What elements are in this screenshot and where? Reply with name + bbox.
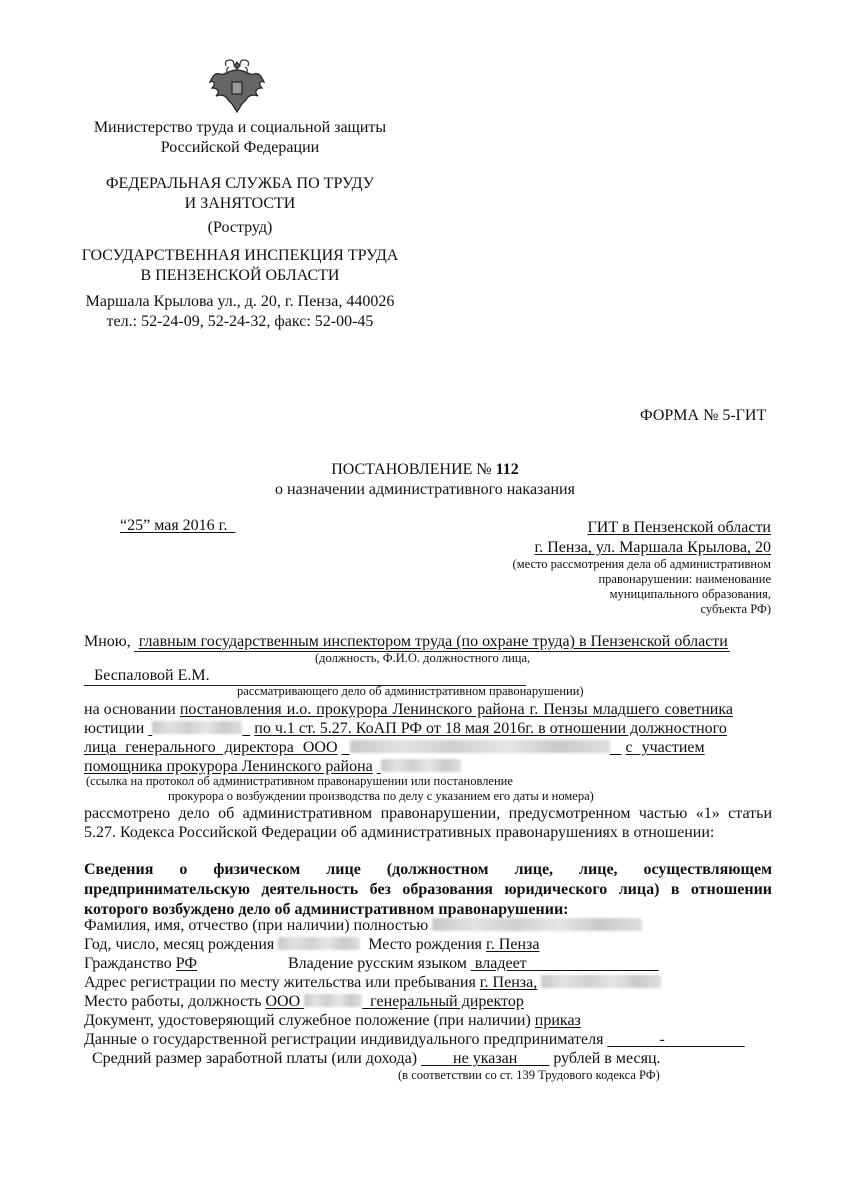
address-value: г. Пенза, bbox=[479, 974, 538, 991]
inspection-line1: ГОСУДАРСТВЕННАЯ ИНСПЕКЦИЯ ТРУДА bbox=[81, 247, 399, 264]
registration-row: Данные о государственной регистрации индивидуального предпринимателя - bbox=[84, 1031, 665, 1048]
ministry-line2: Российской Федерации bbox=[160, 139, 320, 156]
redacted-full-name bbox=[432, 918, 642, 931]
place-note: (место рассмотрения дела об административном правонарушении: наименование муниципального образования, субъекта РФ) bbox=[512, 557, 771, 616]
full-name-row: Фамилия, имя, отчество (при наличии) полностью bbox=[84, 916, 642, 936]
contacts bbox=[60, 292, 420, 332]
title-label: ПОСТАНОВЛЕНИЕ № bbox=[331, 461, 492, 478]
place-line2: г. Пенза, ул. Маршала Крылова, 20 bbox=[534, 539, 771, 556]
document-title bbox=[200, 460, 650, 500]
service-line1: ФЕДЕРАЛЬНАЯ СЛУЖБА ПО ТРУДУ bbox=[105, 175, 375, 192]
short-name: (Роструд) bbox=[207, 219, 273, 236]
citizenship-value: РФ bbox=[175, 955, 198, 972]
document-date: “25” мая 2016 г. bbox=[120, 517, 228, 534]
basis-line1: на основании постановления и.о. прокурора Ленинского района г. Пензы младшего советника bbox=[84, 701, 733, 718]
phones: тел.: 52-24-09, 52-24-32, факс: 52-00-45 bbox=[106, 313, 374, 330]
redacted-assistant bbox=[381, 759, 461, 772]
title-number: 112 bbox=[495, 461, 519, 478]
official-name: Беспаловой Е.М. bbox=[94, 667, 210, 684]
salary-row: Средний размер заработной платы (или дохода) не указан рублей в месяц. bbox=[92, 1050, 661, 1067]
redacted-company bbox=[350, 740, 610, 753]
person-heading: Сведения о физическом лице (должностном лице, лице, осуществляющем предпринимательскую деятельность без образования юридического лица) в отношении которого возбуждено дело об административном правонарушении: bbox=[84, 861, 772, 918]
official-position-line: Мною, главным государственным инспектором труда (по охране труда) в Пензенской области bbox=[84, 633, 728, 650]
work-org: ООО bbox=[265, 993, 301, 1010]
service-line2: И ЗАНЯТОСТИ bbox=[184, 195, 296, 212]
inspection-line2: В ПЕНЗЕНСКОЙ ОБЛАСТИ bbox=[140, 267, 340, 284]
place-of-hearing bbox=[534, 518, 771, 558]
salary-note: (в соответствии со ст. 139 Трудового кодекса РФ) bbox=[398, 1068, 660, 1082]
redacted-address bbox=[541, 975, 661, 988]
ministry-name bbox=[60, 118, 420, 158]
redacted-birth-date bbox=[278, 937, 360, 950]
position-note: (должность, Ф.И.О. должностного лица, bbox=[315, 651, 531, 665]
work-position: генеральный директор bbox=[370, 993, 524, 1010]
language-row: Владение русским языком владеет bbox=[288, 955, 527, 972]
basis-note2: прокурора о возбуждении производства по делу с указанием его даты и номера) bbox=[168, 789, 594, 803]
citizenship-row: Гражданство РФ bbox=[84, 955, 198, 972]
language-value: владеет bbox=[474, 955, 527, 972]
inspection-name bbox=[60, 246, 420, 286]
basis-line3: лица генерального директора ООО с участием bbox=[84, 739, 705, 756]
considered-line2: 5.27. Кодекса Российской Федерации об административных правонарушениях в отношении: bbox=[84, 824, 715, 841]
official-position: главным государственным инспектором труда (по охране труда) в Пензенской области bbox=[138, 633, 728, 650]
basis-note1: (ссылка на протокол об административном правонарушении или постановление bbox=[86, 774, 513, 788]
registration-value: - bbox=[659, 1031, 665, 1048]
form-number: ФОРМА № 5-ГИТ bbox=[640, 407, 767, 424]
basis-line2: юстиции по ч.1 ст. 5.27. КоАП РФ от 18 мая 2016г. в отношении должностного bbox=[84, 720, 727, 737]
salary-value: не указан bbox=[453, 1050, 518, 1067]
address: Маршала Крылова ул., д. 20, г. Пенза, 440026 bbox=[85, 293, 395, 310]
birth-place-value: г. Пенза bbox=[486, 936, 540, 953]
ministry-line1: Министерство труда и социальной защиты bbox=[93, 119, 387, 136]
place-line1: ГИТ в Пензенской области bbox=[587, 519, 771, 536]
document-value: приказ bbox=[534, 1012, 581, 1029]
redacted-org bbox=[304, 994, 362, 1007]
coat-of-arms-icon bbox=[206, 56, 268, 116]
address-row: Адрес регистрации по месту жительства или пребывания г. Пенза, bbox=[84, 973, 661, 993]
redacted-name bbox=[152, 721, 242, 734]
basis-line4: помощника прокурора Ленинского района bbox=[84, 757, 461, 777]
title-subtitle: о назначении административного наказания bbox=[275, 481, 575, 498]
birth-row: Год, число, месяц рождения Место рождения г. Пенза bbox=[84, 936, 540, 953]
name-note: рассматривающего дело об административном правонарушении) bbox=[237, 684, 584, 698]
service-name bbox=[60, 174, 420, 214]
work-row: Место работы, должность ООО генеральный директор bbox=[84, 993, 524, 1010]
document-row: Документ, удостоверяющий служебное положение (при наличии) приказ bbox=[84, 1012, 581, 1029]
considered-line1: рассмотрено дело об административном правонарушении, предусмотренном частью «1» статьи bbox=[84, 805, 772, 822]
